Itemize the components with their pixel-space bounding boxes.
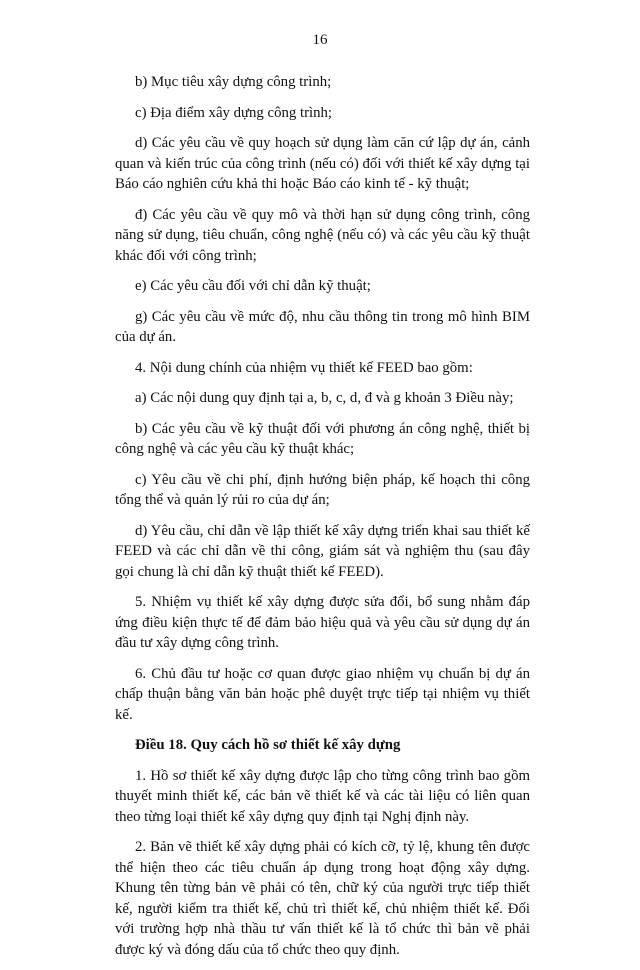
document-body (115, 72, 530, 970)
clause-4a: a) Các nội dung quy định tại a, b, c, d, đ và g khoản 3 Điều này; (135, 390, 514, 406)
clause-3dd: đ) Các yêu cầu về quy mô và thời hạn sử dụng công trình, công năng sử dụng, tiêu chuẩn, công nghệ (nếu có) và các yêu cầu kỹ thuật khác đối với công trình; (115, 206, 530, 264)
clause-4b: b) Các yêu cầu về kỹ thuật đối với phương án công nghệ, thiết bị công nghệ và các yêu cầu kỹ thuật khác; (115, 420, 530, 457)
clause-4d: d) Yêu cầu, chỉ dẫn về lập thiết kế xây dựng triển khai sau thiết kế FEED và các chỉ dẫn về thi công, giám sát và nghiệm thu (sau đây gọi chung là chỉ dẫn kỹ thuật thiết kế FEED). (115, 522, 530, 580)
article-18-clause-2: 2. Bản vẽ thiết kế xây dựng phải có kích cỡ, tỷ lệ, khung tên được thể hiện theo các tiêu chuẩn áp dụng trong hoạt động xây dựng. Khung tên từng bản vẽ phải có tên, chữ ký của người trực tiếp thiết kế, người kiểm tra thiết kế, chủ trì thiết kế, chủ nhiệm thiết kế. Đối với trường hợp nhà thầu tư vấn thiết kế là tổ chức thì bản vẽ phải được ký và đóng dấu của tổ chức theo quy định. (115, 839, 530, 958)
clause-4: 4. Nội dung chính của nhiệm vụ thiết kế FEED bao gồm: (135, 359, 473, 376)
clause-5: 5. Nhiệm vụ thiết kế xây dựng được sửa đổi, bổ sung nhằm đáp ứng điều kiện thực tế để đảm bảo hiệu quả và yêu cầu sử dụng dự án đầu tư xây dựng công trình. (115, 594, 530, 651)
clause-6: 6. Chủ đầu tư hoặc cơ quan được giao nhiệm vụ chuẩn bị dự án chấp thuận bằng văn bản hoặc phê duyệt trực tiếp tại nhiệm vụ thiết kế. (115, 665, 530, 723)
clause-3c: c) Địa điểm xây dựng công trình; (135, 104, 333, 121)
clause-3b: b) Mục tiêu xây dựng công trình; (135, 74, 332, 90)
clause-3g: g) Các yêu cầu về mức độ, nhu cầu thông tin trong mô hình BIM của dự án. (115, 308, 530, 345)
article-18-clause-1: 1. Hồ sơ thiết kế xây dựng được lập cho từng công trình bao gồm thuyết minh thiết kế, các bản vẽ thiết kế và các tài liệu có liên quan theo từng loại thiết kế xây dựng quy định tại Nghị định này. (115, 767, 530, 825)
article-18-heading: Điều 18. Quy cách hồ sơ thiết kế xây dựng (135, 737, 401, 753)
page-number: 16 (312, 32, 328, 48)
clause-3e: e) Các yêu cầu đối với chỉ dẫn kỹ thuật; (135, 278, 371, 294)
clause-4c: c) Yêu cầu về chi phí, định hướng biện pháp, kế hoạch thi công tổng thể và quản lý rủi ro của dự án; (115, 471, 530, 508)
clause-3d: d) Các yêu cầu về quy hoạch sử dụng làm căn cứ lập dự án, cảnh quan và kiến trúc của công trình (nếu có) đối với thiết kế xây dựng tại Báo cáo nghiên cứu khả thi hoặc Báo cáo kinh tế - kỹ thuật; (115, 135, 530, 192)
